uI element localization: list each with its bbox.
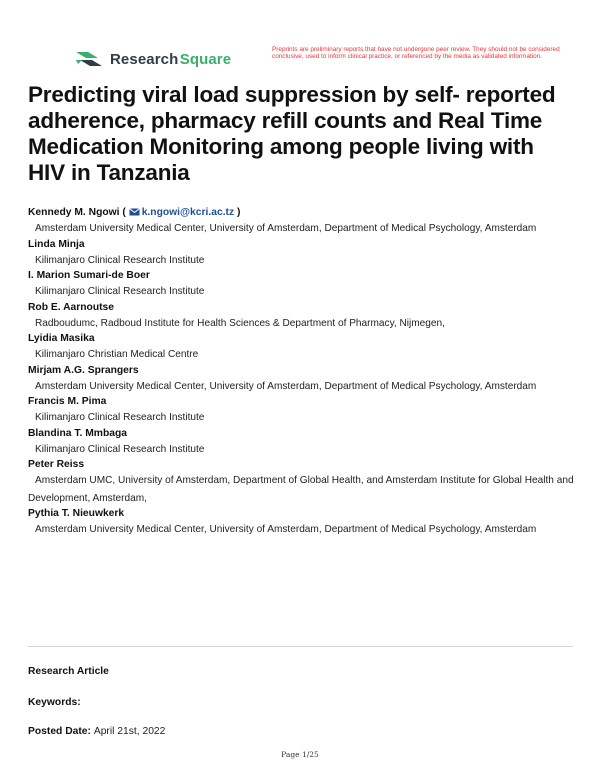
author-name-text: Pythia T. Nieuwkerk [28, 508, 125, 519]
brand-name: Research Square [110, 50, 232, 68]
author-name-text: Kennedy M. Ngowi [28, 207, 120, 218]
author-entry [28, 238, 578, 270]
author-entry [28, 395, 578, 427]
author-affiliation: Kilimanjaro Clinical Research Institute [35, 286, 205, 297]
author-entry [28, 507, 578, 539]
posted-date-label: Posted Date: [28, 726, 91, 737]
author-entry [28, 427, 578, 459]
author-name [28, 427, 578, 441]
author-name-text: Mirjam A.G. Sprangers [28, 364, 139, 376]
author-name: Kennedy M. Ngowi ( k.ngowi@kcri.ac.tz ) [28, 207, 241, 218]
author-affiliation: Amsterdam University Medical Center, University of Amsterdam, Department of Medical Psychology, Amsterdam [35, 223, 537, 234]
author-name [28, 301, 578, 315]
author-name [28, 269, 578, 283]
article-type: Research Article [28, 666, 109, 677]
author-affiliation: Radboudumc, Radboud Institute for Health Sciences & Department of Pharmacy, Nijmegen, [35, 317, 445, 329]
author-name-text: I. Marion Sumari-de Boer [28, 270, 150, 281]
research-square-logo[interactable] [74, 47, 231, 71]
author-affiliation: Kilimanjaro Clinical Research Institute [35, 412, 205, 423]
research-square-logo-icon [74, 48, 104, 70]
author-affiliation: Kilimanjaro Clinical Research Institute [35, 254, 205, 266]
author-name [28, 238, 578, 252]
email-icon [129, 208, 140, 216]
author-affiliation: Amsterdam University Medical Center, University of Amsterdam, Department of Medical Psychology, Amsterdam [35, 380, 537, 392]
posted-date [28, 725, 165, 739]
author-entry [28, 269, 578, 301]
author-name [28, 507, 578, 521]
author-email-link[interactable]: k.ngowi@kcri.ac.tz [141, 207, 235, 218]
author-name-text: Blandina T. Mmbaga [28, 427, 127, 439]
author-name-text: Linda Minja [28, 238, 85, 250]
author-affiliation: Kilimanjaro Clinical Research Institute [35, 443, 205, 455]
keywords-label: Keywords: [28, 697, 81, 708]
author-name-text: Lyidia Masika [28, 333, 95, 344]
preprint-disclaimer: Preprints are preliminary reports that have not undergone peer review. They should not be considered conclusive, used to inform clinical practice, or referenced by the media as validated information. [272, 46, 560, 61]
author-name-text: Rob E. Aarnoutse [28, 301, 115, 313]
author-affiliation: Kilimanjaro Christian Medical Centre [35, 349, 199, 360]
author-entry [28, 364, 578, 396]
author-name [28, 395, 578, 409]
author-name-text: Peter Reiss [28, 459, 85, 470]
page-number: Page 1/25 [281, 750, 319, 759]
author-entry [28, 206, 578, 238]
author-name [28, 364, 578, 378]
posted-date-value: April 21st, 2022 [93, 726, 166, 737]
author-affiliation: Amsterdam UMC, University of Amsterdam, Department of Global Health, and Amsterdam Institute for Global Health and Development, Amsterdam, [28, 475, 574, 504]
author-affiliation: Amsterdam University Medical Center, University of Amsterdam, Department of Medical Psychology, Amsterdam [35, 524, 537, 535]
author-entry [28, 458, 578, 507]
author-entry [28, 332, 578, 364]
author-name-text: Francis M. Pima [28, 396, 107, 407]
section-divider [28, 646, 573, 647]
author-name [28, 332, 578, 346]
author-name [28, 458, 578, 472]
author-list [28, 206, 578, 539]
author-entry [28, 301, 578, 333]
paper-title: Predicting viral load suppression by self- reported adherence, pharmacy refill counts and Real Time Medication Monitoring among people living with HIV in Tanzania [28, 82, 556, 185]
